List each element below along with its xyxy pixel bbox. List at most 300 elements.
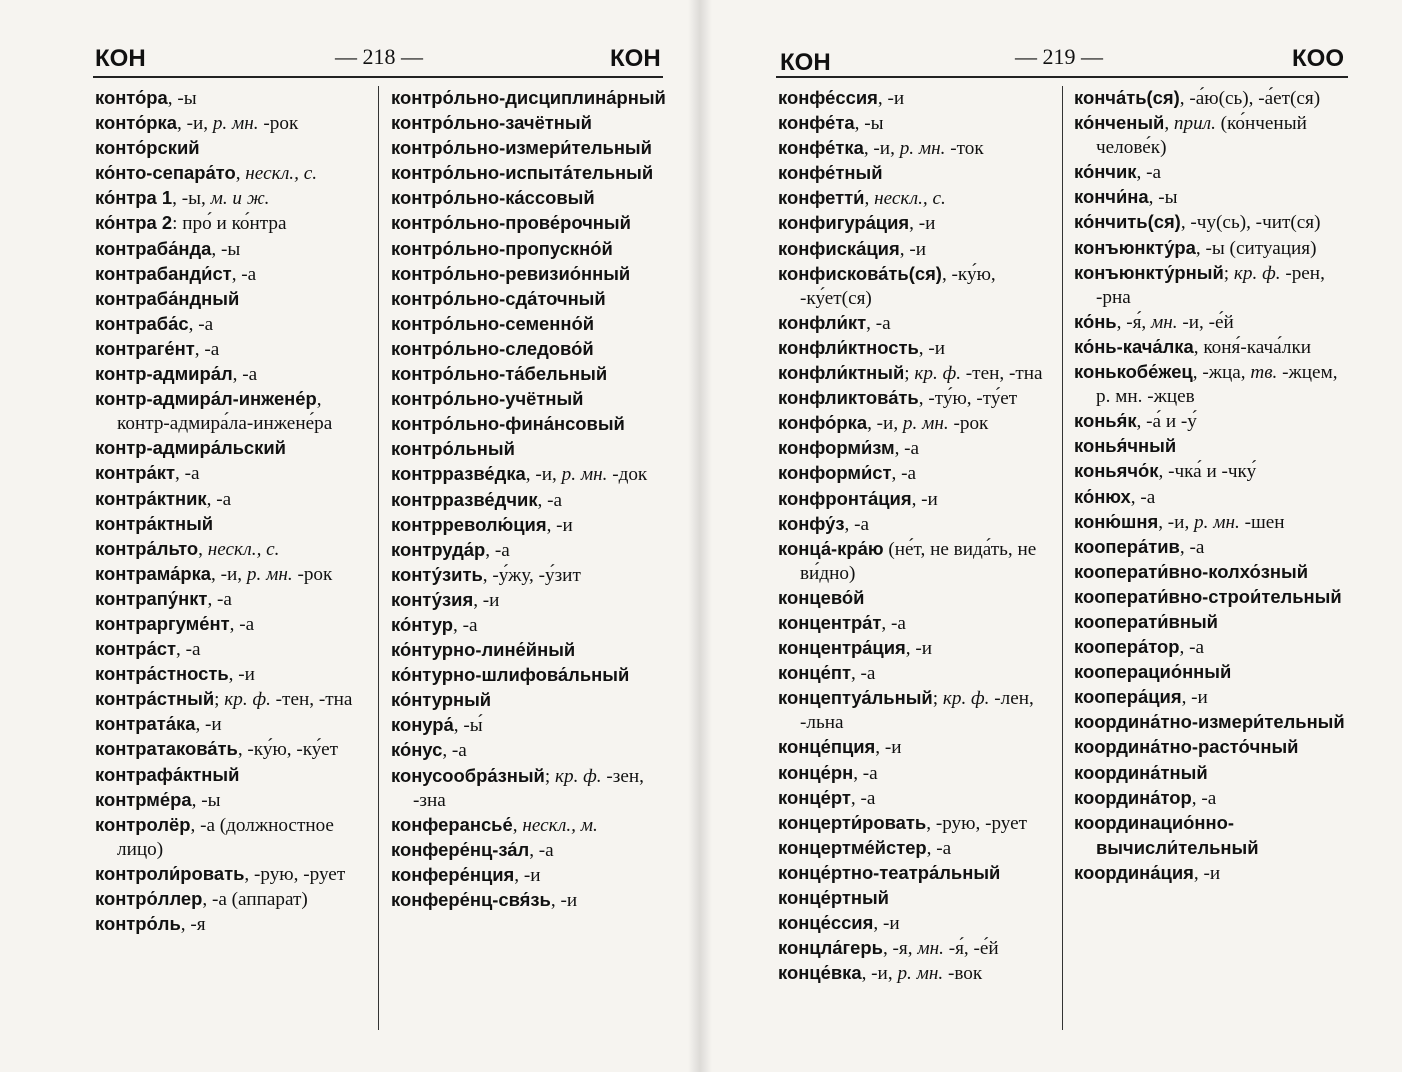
dictionary-entry [391, 813, 671, 838]
dictionary-entry [391, 888, 671, 913]
entry-forms: , -а́ю(сь), -а́ет(ся) [1179, 88, 1321, 109]
headword: конфе́ссия [778, 87, 878, 108]
entry-forms: , -ы [211, 238, 241, 260]
dictionary-entry [778, 237, 1056, 262]
column-right-1 [778, 86, 1056, 986]
headword: конфли́ктный [778, 362, 905, 384]
headword: кончи́на [1074, 186, 1149, 208]
dictionary-entry [1074, 560, 1352, 585]
dictionary-entry [391, 462, 671, 487]
headword: конформи́зм [778, 437, 895, 459]
headword: конура́ [391, 714, 454, 736]
headword: контро́льно-та́бельный [391, 363, 608, 385]
entry-forms: , -а [853, 762, 878, 784]
dictionary-entry [778, 336, 1056, 361]
entry-forms: , -а [176, 639, 201, 661]
dictionary-entry [778, 886, 1056, 911]
headword: контро́льно-следово́й [391, 337, 594, 359]
dictionary-entry [1074, 535, 1352, 560]
entry-forms: , -и [877, 88, 905, 109]
entry-forms: (не́т, не вида́ть, не ви́дно) [800, 538, 1037, 584]
dictionary-entry [1074, 160, 1352, 185]
entry-forms-2: -и, -е́й [1177, 311, 1234, 333]
guide-word-left: КОН [780, 49, 831, 76]
dictionary-entry [95, 111, 370, 136]
entry-forms: , -ку́ю, -ку́ет(ся) [800, 263, 996, 309]
dictionary-entry [95, 237, 370, 262]
dictionary-entry [95, 587, 370, 612]
dictionary-entry [391, 738, 671, 763]
headword: контро́ллер [95, 888, 203, 909]
entry-forms: , -ы [1148, 187, 1178, 209]
entry-forms: , -ы (ситуация) [1195, 237, 1317, 259]
dictionary-entry [391, 312, 671, 337]
entry-forms: , коня́-кача́лки [1193, 336, 1312, 358]
headword: контро́льно-ревизио́нный [391, 262, 631, 284]
entry-forms: , -а [850, 787, 876, 809]
dictionary-entry [391, 613, 671, 638]
entry-forms-2: -рок [292, 563, 333, 585]
entry-forms: , -рую, -рует [926, 812, 1028, 834]
entry-forms: , -а [188, 313, 214, 335]
entry-forms: , -чу(сь), -чит(ся) [1180, 212, 1321, 234]
headword: конфликтова́ть [778, 387, 919, 409]
dictionary-entry [95, 537, 370, 562]
dictionary-entry [95, 211, 370, 236]
entry-forms: , -и, [861, 963, 898, 985]
grammar-note: кр. ф. [224, 689, 271, 711]
dictionary-entry [778, 811, 1056, 836]
entry-forms: , [864, 188, 875, 210]
dictionary-entry [95, 612, 370, 637]
entry-forms: , -а [206, 488, 232, 510]
dictionary-entry [778, 861, 1056, 886]
entry-forms: , -и [228, 664, 255, 686]
headword: контро́льно-сда́точный [391, 287, 606, 309]
headword: концево́й [778, 586, 865, 608]
entry-forms: , -а (должностное лицо) [117, 814, 334, 860]
headword: конце́ртный [778, 887, 889, 908]
dictionary-entry [95, 362, 370, 387]
dictionary-entry [95, 287, 370, 312]
headword: ко́нченый [1074, 112, 1165, 134]
column-right-2 [1074, 86, 1352, 886]
dictionary-entry [391, 513, 671, 538]
entry-forms: , контр-адмира́ла-инжене́ра [117, 389, 333, 435]
headword: ко́нчить(ся) [1074, 211, 1181, 233]
grammar-note: р. мн. [561, 464, 608, 486]
entry-forms: , -а [537, 489, 563, 511]
dictionary-entry [95, 887, 370, 912]
dictionary-entry [95, 712, 370, 737]
headword: контро́льно-измери́тельный [391, 137, 652, 159]
entry-forms-2: -док [607, 464, 648, 486]
headword: ко́нтурно-лине́йный [391, 639, 576, 661]
grammar-note: р. мн. [899, 138, 946, 160]
dictionary-entry [1074, 360, 1352, 409]
dictionary-entry [1074, 261, 1352, 310]
headword: конфетти́ [778, 187, 865, 209]
dictionary-entry [1074, 735, 1352, 760]
headword: контро́льно-фина́нсовый [391, 413, 625, 435]
grammar-note: мн. [917, 938, 944, 960]
dictionary-entry [778, 487, 1056, 512]
dictionary-entry [95, 662, 370, 687]
headword: конъюнкту́рный [1074, 261, 1224, 283]
headword: конце́ртно-театра́льный [778, 861, 1001, 883]
entry-forms: : про́ и ко́нтра [172, 213, 287, 235]
grammar-note: нескл., с. [207, 538, 280, 560]
dictionary-entry [95, 637, 370, 662]
headword: контра́льто [95, 537, 199, 559]
dictionary-entry [95, 337, 370, 362]
dictionary-entry [95, 86, 370, 111]
dictionary-entry [1074, 335, 1352, 360]
headword: контрразве́дка [391, 463, 526, 485]
entry-forms: , -я [180, 914, 206, 936]
entry-forms: , -чка́ и -чку́ [1158, 461, 1257, 483]
entry-forms: , -и [899, 238, 926, 260]
headword: конфо́рка [778, 412, 868, 434]
headword: кооперати́вно-колхо́зный [1074, 560, 1308, 582]
entry-forms: , -я, [882, 938, 918, 960]
dictionary-entry [95, 312, 370, 337]
headword: контраба́нда [95, 237, 212, 259]
dictionary-entry [391, 387, 671, 412]
headword: конъюнкту́ра [1074, 236, 1196, 258]
dictionary-entry [1074, 210, 1352, 235]
headword: контро́ль [95, 913, 181, 935]
dictionary-entry [391, 211, 671, 236]
headword: конто́ра [95, 87, 168, 108]
page-number: — 218 — [335, 44, 423, 69]
headword: контрапу́нкт [95, 587, 208, 609]
grammar-note: р. мн. [1194, 511, 1240, 533]
dictionary-entry [778, 512, 1056, 537]
dictionary-entry [778, 211, 1056, 236]
header-rule [776, 76, 1348, 78]
entry-forms: ; [932, 688, 943, 710]
headword: кооперати́вный [1074, 610, 1218, 632]
entry-forms: , -а [866, 312, 891, 334]
entry-forms: , -и, [525, 464, 562, 486]
headword: контро́льно-зачётный [391, 112, 592, 134]
dictionary-entry [1074, 685, 1352, 710]
entry-forms: ; [904, 363, 915, 385]
headword: ко́нчик [1074, 161, 1137, 183]
headword: координа́тный [1074, 761, 1208, 783]
entry-forms: , -ы́ [453, 715, 483, 737]
entry-forms: , -и [514, 864, 541, 886]
dictionary-entry [1074, 485, 1352, 510]
dictionary-entry [391, 688, 671, 713]
entry-forms: , -и, [863, 138, 900, 160]
headword: координа́ция [1074, 861, 1194, 883]
dictionary-entry [391, 437, 671, 462]
grammar-note: прил. [1173, 113, 1216, 135]
entry-forms: , -а [207, 588, 232, 610]
headword: контро́льно-пропускно́й [391, 237, 613, 259]
entry-forms: , -и [918, 337, 946, 359]
dictionary-entry [391, 713, 671, 738]
dictionary-entry [778, 262, 1056, 311]
dictionary-entry [95, 813, 370, 862]
headword: ко́нус [391, 739, 443, 761]
dictionary-entry [391, 838, 671, 863]
entry-forms: , -и [911, 488, 938, 510]
entry-forms: , -а [174, 463, 200, 485]
entry-forms: ; [214, 689, 225, 711]
entry-forms-2: -я́, -е́й [943, 938, 999, 960]
headword: конце́вка [778, 962, 862, 984]
headword: контро́льно-прове́рочный [391, 212, 631, 234]
headword: контр-адмира́льский [95, 437, 286, 459]
entry-forms: , -ы, [172, 188, 211, 210]
entry-forms-2: -рок [948, 413, 989, 435]
entry-forms: , -а [1136, 162, 1161, 184]
headword: конто́рка [95, 112, 177, 134]
dictionary-entry [391, 764, 671, 813]
headword: контр-адмира́л-инжене́р [95, 388, 317, 410]
dictionary-entry [778, 86, 1056, 111]
headword: конфу́з [778, 512, 845, 534]
entry-forms: , -а [485, 539, 510, 561]
headword: конфли́ктность [778, 336, 919, 358]
headword: конце́пт [778, 662, 851, 684]
headword: контраба́ндный [95, 287, 240, 309]
headword: концла́герь [778, 937, 883, 959]
headword: контратакова́ть [95, 738, 238, 760]
dictionary-entry [778, 186, 1056, 211]
headword: конформи́ст [778, 462, 892, 484]
dictionary-entry [391, 563, 671, 588]
headword: контраргуме́нт [95, 612, 230, 634]
entry-forms: , -а [881, 612, 906, 634]
dictionary-entry [1074, 434, 1352, 459]
entry-forms-2: -ток [945, 138, 984, 160]
entry-forms: ; [544, 765, 555, 787]
headword: кооперати́вно-строи́тельный [1074, 585, 1342, 607]
headword: коопера́тор [1074, 636, 1180, 658]
entry-forms-2: -тен, -тна [270, 689, 353, 711]
headword: контрразве́дчик [391, 488, 538, 510]
dictionary-entry [391, 86, 671, 111]
dictionary-entry [391, 262, 671, 287]
dictionary-entry [778, 686, 1056, 735]
dictionary-entry [95, 737, 370, 762]
entry-forms-2: -жцем, р. мн. -жцев [1096, 362, 1338, 408]
column-divider [378, 86, 379, 1030]
column-divider [1062, 86, 1063, 1030]
entry-forms: , -а [894, 438, 920, 460]
headword: концертме́йстер [778, 836, 927, 858]
entry-forms: , -ту́ю, -ту́ет [918, 388, 1018, 410]
dictionary-entry [1074, 86, 1352, 111]
entry-forms: , -и [1193, 862, 1221, 884]
headword: коню́шня [1074, 510, 1159, 532]
dictionary-entry [778, 136, 1056, 161]
dictionary-entry [778, 761, 1056, 786]
dictionary-entry [391, 588, 671, 613]
entry-forms: , -а [844, 513, 870, 535]
dictionary-entry [95, 487, 370, 512]
headword: конфигура́ция [778, 212, 910, 234]
entry-forms: , -а [442, 740, 467, 762]
entry-forms: , -у́жу, -у́зит [482, 564, 581, 586]
dictionary-entry [778, 537, 1056, 586]
entry-forms-2: (ко́нченый челове́к) [1096, 113, 1307, 159]
entry-forms: , -а [453, 614, 478, 636]
entry-forms: , [512, 814, 523, 836]
grammar-note: р. мн. [902, 413, 949, 435]
entry-forms: , -ы [191, 789, 221, 811]
headword: конья́к [1074, 410, 1137, 432]
headword: конфе́та [778, 112, 855, 134]
headword: контра́ст [95, 638, 177, 660]
dictionary-entry [1074, 185, 1352, 210]
headword: контрме́ра [95, 788, 192, 810]
headword: контра́ктный [95, 512, 214, 534]
dictionary-entry [778, 411, 1056, 436]
dictionary-entry [778, 111, 1056, 136]
entry-forms-2: -рок [258, 113, 299, 135]
dictionary-entry [1074, 811, 1352, 861]
guide-word-left: КОН [95, 45, 146, 72]
dictionary-entry [778, 436, 1056, 461]
headword: конфискова́ть(ся) [778, 262, 942, 284]
entry-forms: , -а [1191, 787, 1217, 809]
headword: конфере́нция [391, 863, 515, 885]
dictionary-entry [778, 661, 1056, 686]
headword: ко́нтурный [391, 689, 492, 711]
dictionary-entry [1074, 310, 1352, 335]
headword: конфе́тка [778, 137, 864, 159]
entry-forms: , [198, 538, 208, 560]
dictionary-entry [95, 562, 370, 587]
dictionary-entry [391, 161, 671, 186]
dictionary-entry [1074, 610, 1352, 635]
entry-forms: , [1164, 113, 1174, 135]
entry-forms: , -и [473, 589, 500, 611]
headword: контра́ктник [95, 487, 207, 509]
headword: конце́рн [778, 761, 854, 783]
dictionary-entry [778, 936, 1056, 961]
entry-forms: , -и, [867, 413, 903, 435]
headword: координа́тор [1074, 786, 1192, 808]
headword: ко́нюх [1074, 485, 1131, 507]
entry-forms: , -а [232, 364, 258, 386]
dictionary-entry [391, 863, 671, 888]
dictionary-entry [1074, 585, 1352, 610]
entry-forms: , -ку́ю, -ку́ет [237, 739, 339, 761]
dictionary-entry [95, 862, 370, 887]
dictionary-entry [391, 362, 671, 387]
headword: конце́ссия [778, 912, 874, 934]
entry-forms: , -а [926, 837, 952, 859]
dictionary-entry [1074, 660, 1352, 685]
dictionary-entry [95, 512, 370, 537]
dictionary-entry [95, 436, 370, 461]
entry-forms-2: -зен, -зна [413, 765, 644, 811]
dictionary-entry [778, 786, 1056, 811]
headword: ко́нтурно-шлифова́льный [391, 664, 630, 686]
header-rule [93, 76, 663, 78]
dictionary-entry [95, 136, 370, 161]
headword: конфе́тный [778, 162, 883, 184]
entry-forms-2: -рен, -рна [1096, 262, 1325, 308]
headword: контро́льно-семенно́й [391, 312, 595, 334]
dictionary-entry [778, 386, 1056, 411]
dictionary-entry [778, 636, 1056, 661]
headword: ко́нто-сепара́то [95, 162, 236, 184]
entry-forms: , -а [1179, 637, 1204, 659]
grammar-note: кр. ф. [555, 765, 602, 787]
entry-forms: , -и [875, 737, 902, 759]
dictionary-entry [1074, 710, 1352, 735]
dictionary-entry [391, 186, 671, 211]
entry-forms: , -я́, [1116, 311, 1152, 333]
headword: контр-адмира́л [95, 363, 233, 385]
guide-word-right: КОН [610, 45, 661, 72]
dictionary-entry [391, 638, 671, 663]
headword: конфронта́ция [778, 487, 912, 509]
entry-forms: , -и [195, 714, 222, 736]
entry-forms-2: -вок [943, 963, 983, 985]
dictionary-entry [778, 611, 1056, 636]
headword: контро́льно-испыта́тельный [391, 162, 654, 184]
headword: контроли́ровать [95, 862, 245, 884]
dictionary-entry [95, 387, 370, 436]
headword: контрама́рка [95, 562, 212, 584]
grammar-note: тв. [1250, 362, 1278, 384]
headword: контро́льно-ка́ссовый [391, 187, 595, 209]
entry-forms: , -и [546, 514, 573, 536]
dictionary-entry [778, 461, 1056, 486]
dictionary-entry [391, 538, 671, 563]
headword: конфере́нц-за́л [391, 838, 530, 860]
grammar-note: р. мн. [246, 563, 293, 585]
dictionary-entry [1074, 635, 1352, 660]
headword: контро́льный [391, 438, 515, 460]
entry-forms: , -а [891, 463, 917, 485]
entry-forms: , -и, [211, 563, 247, 585]
headword: контролёр [95, 813, 191, 835]
entry-forms: , -и, [176, 113, 213, 135]
headword: конферансье́ [391, 813, 513, 835]
dictionary-entry [95, 912, 370, 937]
headword: конфиска́ция [778, 237, 900, 259]
headword: кооперацио́нный [1074, 661, 1232, 683]
entry-forms-2: -шен [1239, 511, 1285, 533]
headword: контрафа́ктный [95, 763, 240, 785]
dictionary-entry [1074, 459, 1352, 484]
dictionary-entry [778, 961, 1056, 986]
dictionary-entry [391, 337, 671, 362]
headword: концептуа́льный [778, 687, 933, 709]
dictionary-entry [95, 161, 370, 186]
grammar-note: кр. ф. [914, 363, 961, 385]
entry-forms: , [235, 163, 246, 185]
entry-forms: , -а [529, 839, 554, 861]
headword: контрреволю́ция [391, 513, 547, 535]
headword: коопера́тив [1074, 535, 1180, 557]
headword: конья́чный [1074, 435, 1177, 457]
entry-forms: , -и [873, 913, 900, 935]
headword: ко́нтра 2 [95, 212, 173, 234]
entry-forms: , -а [1130, 486, 1156, 508]
dictionary-entry [95, 262, 370, 287]
dictionary-entry [1074, 236, 1352, 261]
